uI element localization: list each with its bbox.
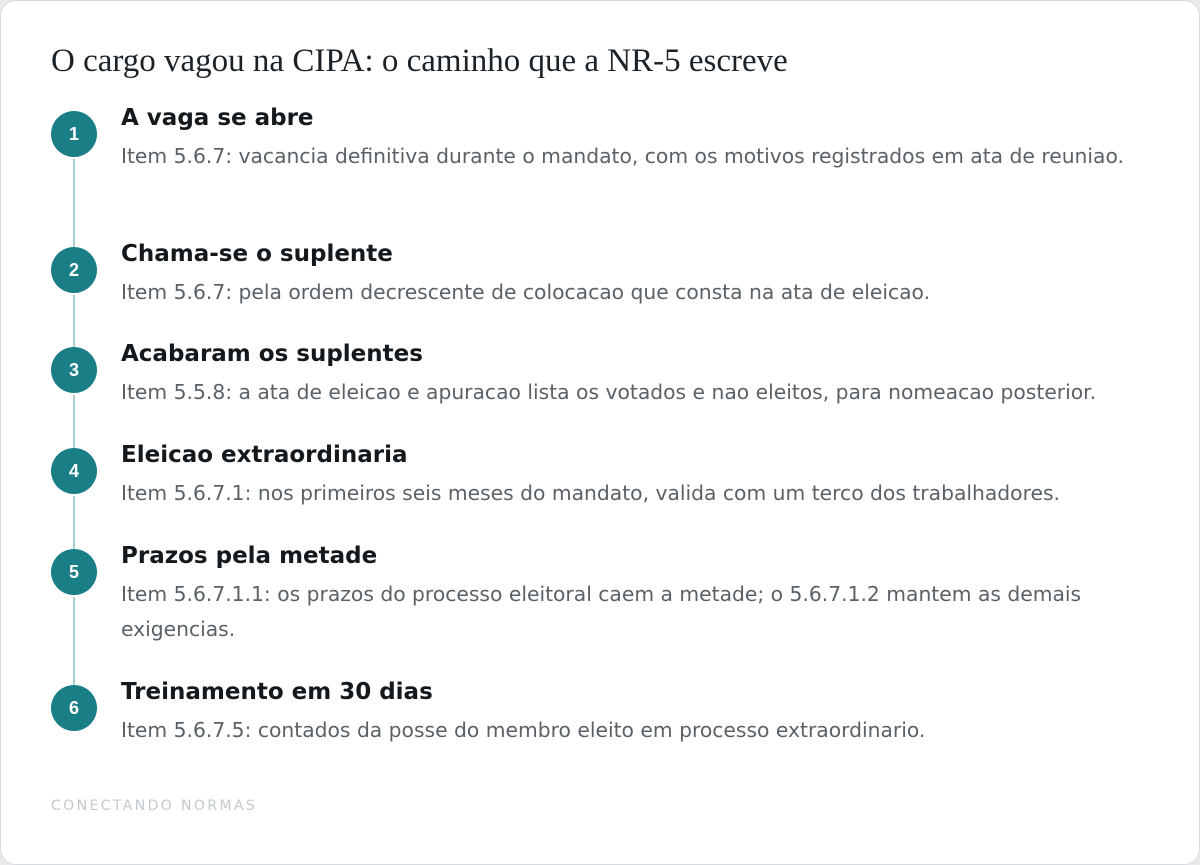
- step-number-badge: 2: [51, 247, 97, 293]
- step-description: Item 5.6.7.1.1: os prazos do processo eleitoral caem a metade; o 5.6.7.1.2 mantem as demais exigencias.: [121, 582, 1082, 641]
- step-title: Acabaram os suplentes: [121, 341, 423, 367]
- step-title: Chama-se o suplente: [121, 241, 393, 267]
- step-title: A vaga se abre: [121, 105, 314, 131]
- timeline-connector: [73, 159, 75, 248]
- step-description: Item 5.6.7: vacancia definitiva durante o mandato, com os motivos registrados em ata de reuniao.: [121, 144, 1124, 168]
- steps-timeline: [1, 1, 1199, 864]
- step-number-badge: 3: [51, 347, 97, 393]
- brand-footer: CONECTANDO NORMAS: [51, 798, 258, 814]
- timeline-connector: [73, 597, 75, 686]
- step-number-badge: 4: [51, 448, 97, 494]
- step-title: Eleicao extraordinaria: [121, 442, 408, 468]
- step-description: Item 5.6.7: pela ordem decrescente de colocacao que consta na ata de eleicao.: [121, 280, 931, 304]
- step-title: Prazos pela metade: [121, 543, 378, 569]
- step-description: Item 5.5.8: a ata de eleicao e apuracao lista os votados e nao eleitos, para nomeacao posterior.: [121, 380, 1097, 404]
- step-title: Treinamento em 30 dias: [121, 679, 433, 705]
- timeline-connector: [73, 496, 75, 550]
- step-number-badge: 1: [51, 111, 97, 157]
- step-description: Item 5.6.7.5: contados da posse do membro eleito em processo extraordinario.: [121, 718, 926, 742]
- step-description: Item 5.6.7.1: nos primeiros seis meses do mandato, valida com um terco dos trabalhadores.: [121, 481, 1060, 505]
- step-number-badge: 5: [51, 549, 97, 595]
- step-number-badge: 6: [51, 685, 97, 731]
- page-title: O cargo vagou na CIPA: o caminho que a NR-5 escreve: [51, 43, 788, 79]
- timeline-connector: [73, 295, 75, 349]
- timeline-connector: [73, 395, 75, 449]
